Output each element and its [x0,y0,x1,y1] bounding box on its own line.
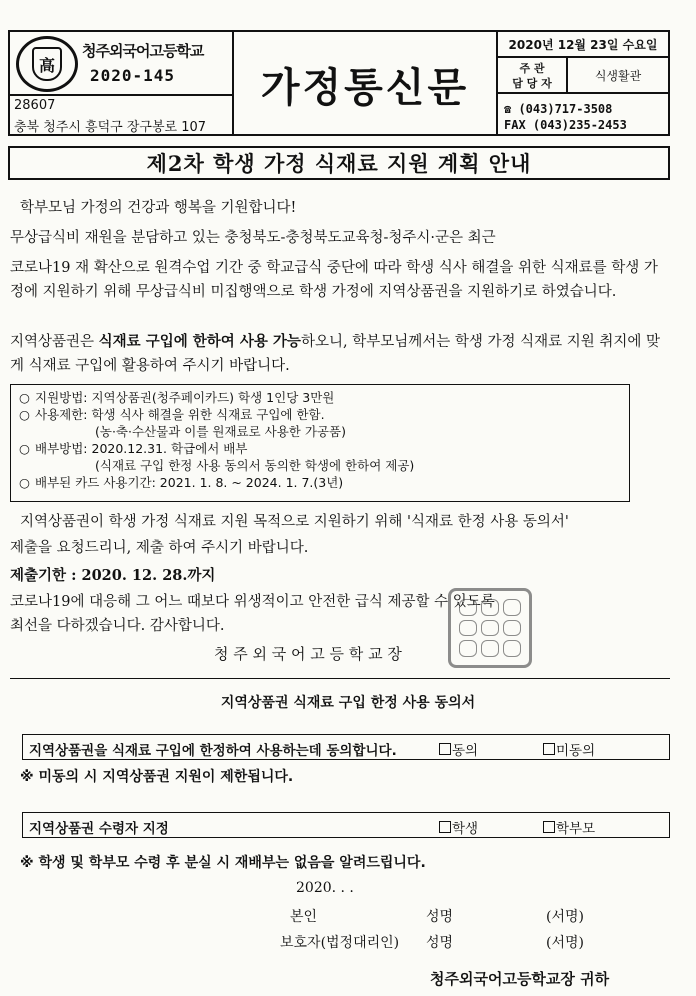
paragraph-2-emphasis: 식재료 구입에 한하여 사용 가능 [98,333,301,350]
paragraph-1-rest: 코로나19 재 확산으로 원격수업 기간 중 학교급식 중단에 따라 학생 식사 해결을 위한 식재료를 학생 가정에 지원하기 위해 무상급식비 미집행액으로 학생 가정에 지역상품권을 지원하기로 하였습니다. [10,260,658,300]
distribution-detail: (식재료 구입 한정 사용 동의서 동의한 학생에 한하여 제공) [95,458,415,473]
school-name: 청주외국어고등학교 [82,42,204,60]
support-method: ○ 지원방법: 지역상품권(청주페이카드) 학생 1인당 3만원 [19,390,335,405]
title-block [234,32,498,136]
cut-line [10,678,670,679]
logo-emblem: 高 [32,47,62,81]
request-line2: 제출을 요청드리니, 제출 하여 주시기 바랍니다. [10,540,309,556]
divider [10,94,232,96]
recipient-row [22,812,670,838]
consent-form-title: 지역상품권 식재료 구입 한정 사용 동의서 [220,695,476,711]
postal-code: 28607 [14,98,56,113]
submission-deadline: 제출기한 : 2020. 12. 28.까지 [10,567,216,584]
consent-agreement-row [22,734,670,760]
school-logo-icon [16,36,78,92]
self-name-label: 성명 [426,909,454,925]
manager-label [498,58,568,94]
fax-number: FAX (043)235-2453 [504,118,627,132]
agree-checkbox[interactable] [439,743,451,755]
loss-notice: ※ 학생 및 학부모 수령 후 분실 시 재배부는 없음을 알려드립니다. [20,855,426,871]
recipient-label: 지역상품권 수령자 지정 [29,821,169,837]
manager-label-line1: 주 관 [519,62,545,75]
self-label: 본인 [290,909,318,925]
request-line1: 지역상품권이 학생 가정 식재료 지원 목적으로 지원하기 위해 '식재료 한정 사용 동의서' [20,514,569,530]
parent-option[interactable]: 학부모 [543,817,595,837]
consent-agreement-label: 지역상품권을 식재료 구입에 한정하여 사용하는데 동의합니다. [29,743,397,759]
closing-line1: 코로나19에 대응해 그 어느 때보다 위생적이고 안전한 급식 제공할 수 있도록 [10,594,495,610]
principal-name: 청 주 외 국 어 고 등 학 교 장 [214,645,402,663]
addressee: 청주외국어고등학교장 귀하 [430,970,610,988]
disagree-notice: ※ 미동의 시 지역상품권 지원이 제한됩니다. [20,769,294,785]
official-seal-icon [448,588,532,668]
signature-date: 2020. . . [296,880,354,896]
closing-line2: 최선을 다하겠습니다. 감사합니다. [10,618,225,634]
parent-checkbox[interactable] [543,821,555,833]
disagree-checkbox[interactable] [543,743,555,755]
agree-option[interactable]: 동의 [439,739,478,759]
usage-restriction: ○ 사용제한: 학생 식사 해결을 위한 식재료 구입에 한함. [19,407,325,422]
letterhead [8,30,670,136]
student-option[interactable]: 학생 [439,817,478,837]
school-info-block [10,32,234,136]
guardian-name-label: 성명 [426,935,454,951]
disagree-option[interactable]: 미동의 [543,739,595,759]
paragraph-2 [10,330,670,378]
paragraph-2-end: 하오니, 학부모님께서는 학생 가정 식재료 지원 취지에 맞게 식재료 구입에 활용하여 주시기 바랍니다. [10,334,660,374]
phone-number: ☎ (043)717-3508 [504,102,613,116]
support-details-box [10,384,630,502]
manager-label-line2: 담 당 자 [512,77,552,90]
document-number: 2020-145 [90,66,176,85]
document-type-title: 가정통신문 [260,64,470,111]
self-signature: (서명) [546,909,584,925]
greeting: 학부모님 가정의 건강과 행복을 기원합니다! [20,200,297,216]
issue-date: 2020년 12월 23일 수요일 [498,32,668,58]
contact-block [498,32,668,136]
notice-title: 제2차 학생 가정 식재료 지원 계획 안내 [8,146,670,180]
manager-value: 식생활관 [568,58,668,94]
card-usage-period: ○ 배부된 카드 사용기간: 2021. 1. 8. ~ 2024. 1. 7.(3년) [19,475,344,490]
usage-restriction-detail: (농·축·수산물과 이를 원재료로 사용한 가공품) [95,424,346,439]
guardian-signature: (서명) [546,935,584,951]
paragraph-1-line1: 무상급식비 재원을 분담하고 있는 충청북도-충청북도교육청-청주시·군은 최근 [10,230,496,246]
guardian-label: 보호자(법정대리인) [280,935,400,951]
address: 충북 청주시 흥덕구 장구봉로 107 [14,120,207,135]
distribution-method: ○ 배부방법: 2020.12.31. 학급에서 배부 [19,441,248,456]
paragraph-2-start: 지역상품권은 [10,334,99,350]
student-checkbox[interactable] [439,821,451,833]
